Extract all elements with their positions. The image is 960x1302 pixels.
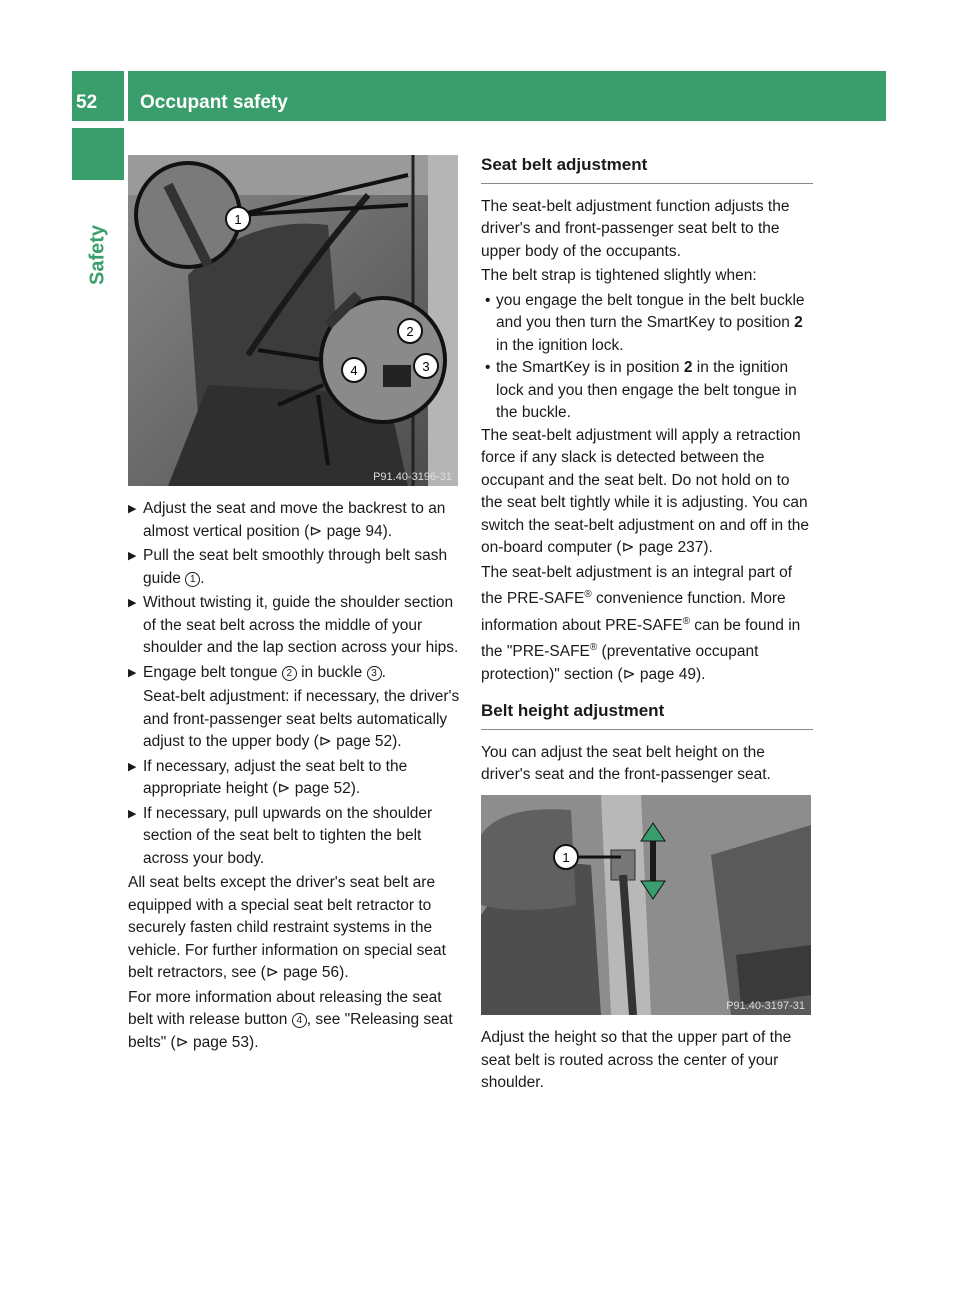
callout-1: 1 (562, 850, 570, 865)
paragraph: All seat belts except the driver's seat belt are equipped with a special seat belt retractor to securely fasten child restraint systems in the vehicle. For further information on special seat belt retractors, see (⊳ page 56). (128, 874, 446, 981)
section-tab-marker (72, 128, 124, 180)
callout-3: 3 (422, 359, 430, 374)
paragraph: The seat-belt adjustment is an integral part of the PRE-SAFE® convenience function. More information about PRE-SAFE® can be found in the "PRE-SAFE® (preventative occupant protection)" section (⊳ page 49). (481, 563, 801, 683)
page-number-bar (72, 71, 124, 121)
right-column (481, 154, 813, 789)
instruction-step: ▶ Engage belt tongue 2 in buckle 3 . (128, 663, 386, 681)
figure-code: P91.40-3197-31 (726, 1000, 805, 1012)
bullet-item: • the SmartKey is in position 2 in the ignition lock and you then engage the belt tongue in the buckle. (485, 359, 797, 421)
figure-code: P91.40-3196-31 (373, 471, 452, 483)
section-label: Safety (86, 224, 109, 286)
left-column (128, 498, 464, 1056)
paragraph: The seat-belt adjustment will apply a retraction force if any slack is detected between the occupant and the seat belt. Do not hold on to the seat belt tightly while it is adjusting. You can switch the seat-belt adjustment on and off in the on-board computer (⊳ page 237). (481, 426, 809, 556)
section-heading: Seat belt adjustment (481, 154, 813, 184)
paragraph: Adjust the height so that the upper part of the seat belt is routed across the center of your shoulder. (481, 1029, 792, 1091)
section-heading: Belt height adjustment (481, 700, 813, 730)
callout-4: 4 (350, 363, 358, 378)
instruction-step: ▶ If necessary, adjust the seat belt to the appropriate height (⊳ page 52). (128, 757, 408, 797)
callout-1: 1 (234, 212, 242, 227)
page-number: 52 (76, 92, 98, 113)
paragraph: You can adjust the seat belt height on the driver's seat and the front-passenger seat. (481, 743, 771, 784)
instruction-step: ▶ Pull the seat belt smoothly through belt sash guide 1 . (128, 547, 448, 587)
seat-belt-illustration (128, 155, 458, 486)
chapter-title-bar (128, 71, 886, 121)
belt-height-illustration (481, 795, 811, 1015)
paragraph: The belt strap is tightened slightly when: (481, 267, 757, 284)
right-column-bottom (481, 1027, 813, 1097)
bullet-item: • you engage the belt tongue in the belt buckle and you then turn the SmartKey to position 2 in the ignition lock. (485, 291, 805, 354)
callout-2: 2 (406, 324, 414, 339)
instruction-step: ▶ If necessary, pull upwards on the shoulder section of the seat belt to tighten the belt across your body. (128, 804, 433, 867)
seat-belt-figure (128, 155, 458, 486)
chapter-title: Occupant safety (140, 92, 288, 113)
step-note: Seat-belt adjustment: if necessary, the driver's and front-passenger seat belts automatically adjust to the upper body (⊳ page 52). (143, 688, 460, 750)
instruction-step: ▶ Adjust the seat and move the backrest to an almost vertical position (⊳ page 94). (128, 500, 446, 540)
paragraph: The seat-belt adjustment function adjusts the driver's and front-passenger seat belt to the upper body of the occupants. (481, 197, 790, 260)
paragraph: For more information about releasing the seat belt with release button 4 , see "Releasing seat belts" (⊳ page 53). (128, 988, 453, 1051)
belt-height-figure (481, 795, 811, 1015)
instruction-step: ▶ Without twisting it, guide the shoulder section of the seat belt across the middle of your shoulder and the lap section across your hips. (128, 594, 459, 656)
